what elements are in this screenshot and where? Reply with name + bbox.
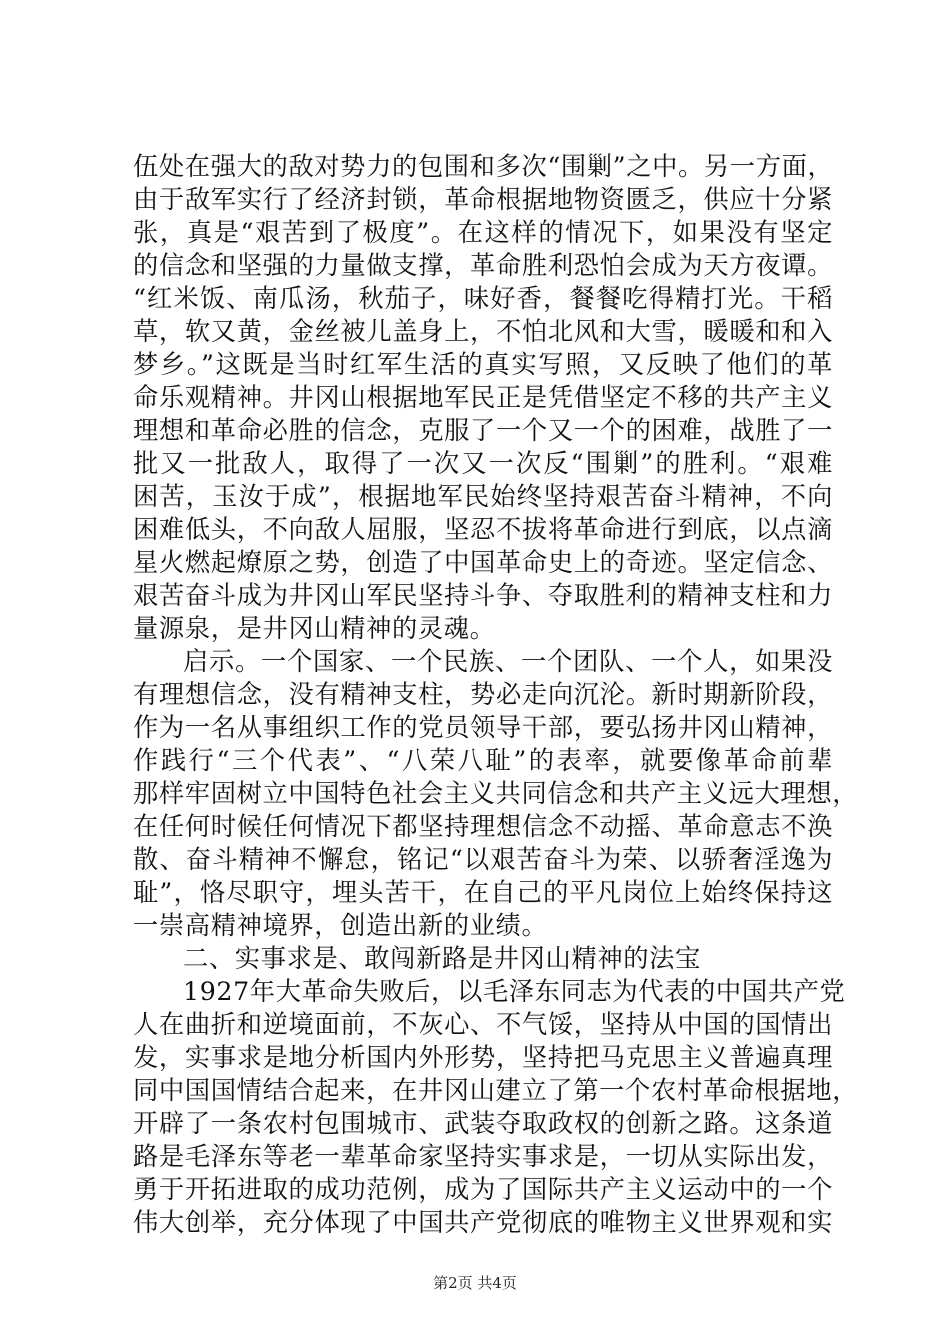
text-line: 量源泉，是井冈山精神的灵魂。 xyxy=(133,614,496,643)
text-line: 一崇高精神境界，创造出新的业绩。 xyxy=(133,911,548,940)
text-line: 梦乡。”这既是当时红军生活的真实写照，又反映了他们的革 xyxy=(133,350,833,379)
text-line: 伟大创举，充分体现了中国共产党彻底的唯物主义世界观和实 xyxy=(133,1208,833,1237)
text-line: 由于敌军实行了经济封锁，革命根据地物资匮乏，供应十分紧 xyxy=(133,185,833,214)
text-line: 理想和革命必胜的信念，克服了一个又一个的困难，战胜了一 xyxy=(133,416,833,445)
text-line: 草，软又黄，金丝被儿盖身上，不怕北风和大雪，暖暖和和入 xyxy=(133,317,833,346)
text-line: 困难低头，不向敌人屈服，坚忍不拔将革命进行到底，以点滴 xyxy=(133,515,833,544)
text-line: 作践行“三个代表”、“八荣八耻”的表率，就要像革命前辈 xyxy=(133,746,833,775)
text-line: 星火燃起燎原之势，创造了中国革命史上的奇迹。坚定信念、 xyxy=(133,548,833,577)
page-footer xyxy=(0,1272,950,1293)
paragraph-start-line: 启示。一个国家、一个民族、一个团队、一个人，如果没 xyxy=(183,647,833,676)
text-line: 的信念和坚强的力量做支撑，革命胜利恐怕会成为天方夜谭。 xyxy=(133,251,833,280)
text-line: 作为一名从事组织工作的党员领导干部，要弘扬井冈山精神， xyxy=(133,713,833,742)
document-body xyxy=(133,150,859,1239)
text-line: 张，真是“艰苦到了极度”。在这样的情况下，如果没有坚定 xyxy=(133,218,833,247)
text-line: 勇于开拓进取的成功范例，成为了国际共产主义运动中的一个 xyxy=(133,1175,833,1204)
text-line: 在任何时候任何情况下都坚持理想信念不动摇、革命意志不涣 xyxy=(133,812,833,841)
text-line: 散、奋斗精神不懈怠，铭记“以艰苦奋斗为荣、以骄奢淫逸为 xyxy=(133,845,833,874)
text-line: 同中国国情结合起来，在井冈山建立了第一个农村革命根据地， xyxy=(133,1076,859,1105)
text-line: 批又一批敌人，取得了一次又一次反“围剿”的胜利。“艰难 xyxy=(133,449,833,478)
paragraph-start-line: 1927年大革命失败后，以毛泽东同志为代表的中国共产党 xyxy=(183,977,846,1006)
text-line: 艰苦奋斗成为井冈山军民坚持斗争、夺取胜利的精神支柱和力 xyxy=(133,581,833,610)
text-line: 命乐观精神。井冈山根据地军民正是凭借坚定不移的共产主义 xyxy=(133,383,833,412)
text-line: 路是毛泽东等老一辈革命家坚持实事求是，一切从实际出发， xyxy=(133,1142,833,1171)
text-line: 有理想信念，没有精神支柱，势必走向沉沦。新时期新阶段， xyxy=(133,680,833,709)
text-line: 伍处在强大的敌对势力的包围和多次“围剿”之中。另一方面， xyxy=(133,152,834,181)
text-line: “红米饭、南瓜汤，秋茄子，味好香，餐餐吃得精打光。干稻 xyxy=(133,284,833,313)
text-line: 困苦，玉汝于成”，根据地军民始终坚持艰苦奋斗精神，不向 xyxy=(133,482,833,511)
text-line: 人在曲折和逆境面前，不灰心、不气馁，坚持从中国的国情出 xyxy=(133,1010,833,1039)
text-line: 耻”，恪尽职守，埋头苦干，在自己的平凡岗位上始终保持这 xyxy=(133,878,833,907)
text-line: 开辟了一条农村包围城市、武装夺取政权的创新之路。这条道 xyxy=(133,1109,833,1138)
text-line: 那样牢固树立中国特色社会主义共同信念和共产主义远大理想， xyxy=(133,779,859,808)
page-number-label: 第2页 共4页 xyxy=(433,1274,517,1292)
section-heading: 二、实事求是、敢闯新路是井冈山精神的法宝 xyxy=(183,944,701,973)
text-line: 发，实事求是地分析国内外形势，坚持把马克思主义普遍真理 xyxy=(133,1043,833,1072)
